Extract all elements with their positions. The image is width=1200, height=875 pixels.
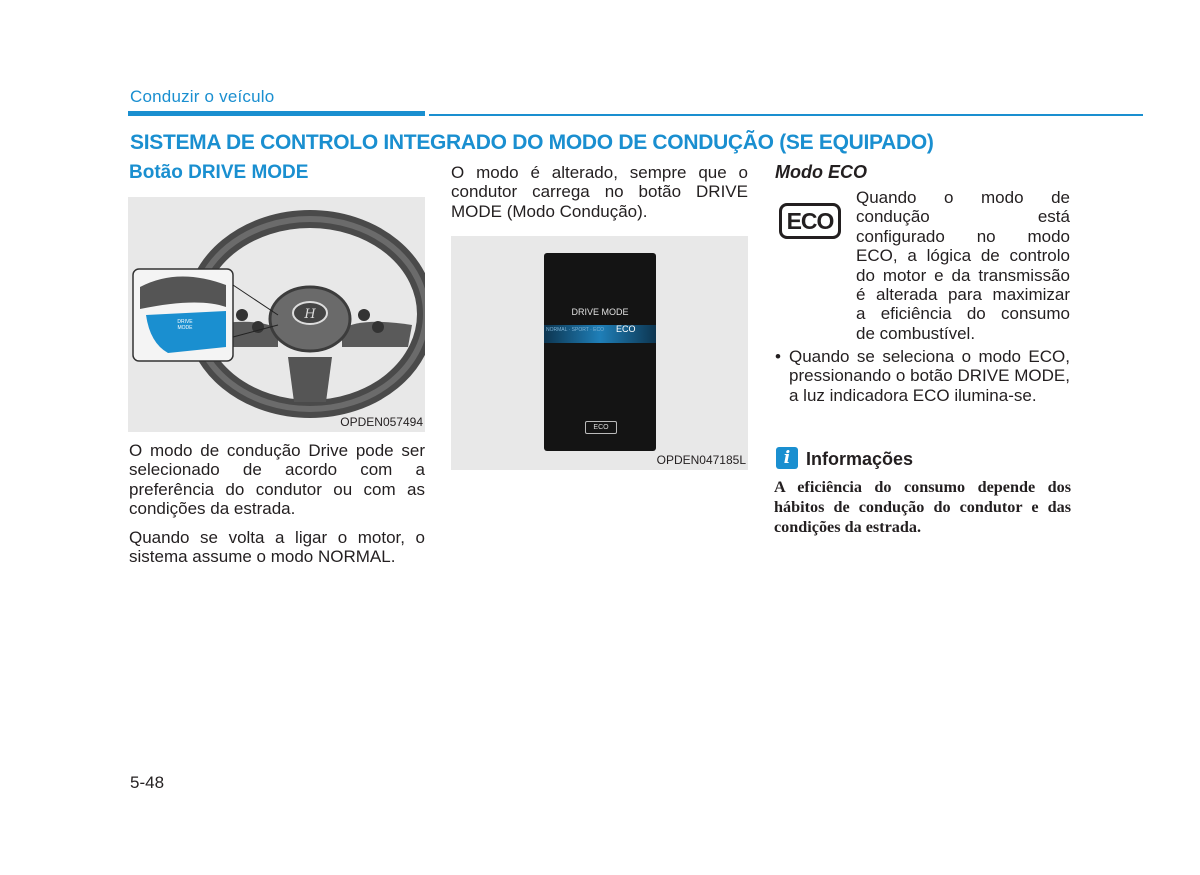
col1-body [129,441,425,575]
eco-mode-heading: Modo ECO [775,162,867,182]
eco-line: de combustível. [856,323,976,343]
display-selected: ECO [616,324,636,334]
cluster-display-figure [451,236,748,470]
steering-wheel-illustration [128,197,425,432]
info-title: Informações [806,449,914,469]
col2-body [451,163,748,230]
eco-line: configurado no modo [856,226,1070,246]
page-title: SISTEMA DE CONTROLO INTEGRADO DO MODO DE CONDUÇÃO (SE EQUIPADO) [130,131,934,154]
svg-text:H: H [304,307,316,322]
eco-line: condução está [856,207,1070,227]
drive-mode-button-heading: Botão DRIVE MODE [129,162,309,183]
inset-drive-mode-label: DRIVE MODE [177,319,193,331]
eco-line: é alterada para maximizar [856,285,1070,305]
paragraph: O modo de condução Drive pode ser selecionado de acordo com a preferência do condutor ou com as condições da estrada. [129,441,425,519]
eco-line: a eficiência do consumo [856,304,1070,324]
paragraph: O modo é alterado, sempre que o condutor carrega no botão DRIVE MODE (Modo Condução). [451,163,748,221]
eco-description [856,188,1070,343]
paragraph: Quando se volta a ligar o motor, o sistema assume o modo NORMAL. [129,527,425,567]
cluster-display [544,253,656,451]
info-icon: i [776,447,798,469]
figure-caption: OPDEN057494 [340,415,423,429]
header-rule-thin [429,114,1143,116]
display-title: DRIVE MODE [571,307,629,317]
eco-line: ECO, a lógica de controlo [856,246,1070,266]
page-number: 5-48 [130,773,165,792]
steering-wheel-figure [128,197,425,432]
info-text: A eficiência do consumo depende dos hábitos de condução do condutor e das condições da estrada. [774,478,1071,536]
eco-line: Quando o modo de [856,188,1070,207]
eco-badge-icon: ECO [779,203,841,239]
header-rule-thick [128,111,425,116]
eco-bullet: Quando se seleciona o modo ECO, pressionando o botão DRIVE MODE, a luz indicadora ECO ilumina-se. [789,347,1070,405]
figure-caption: OPDEN047185L [656,453,746,467]
eco-indicator: ECO [585,421,617,434]
eco-line: do motor e da transmissão [856,265,1070,285]
display-options: NORMAL · SPORT · ECO [546,327,604,333]
section-label: Conduzir o veículo [130,87,275,106]
bullet-marker: • [775,347,781,366]
